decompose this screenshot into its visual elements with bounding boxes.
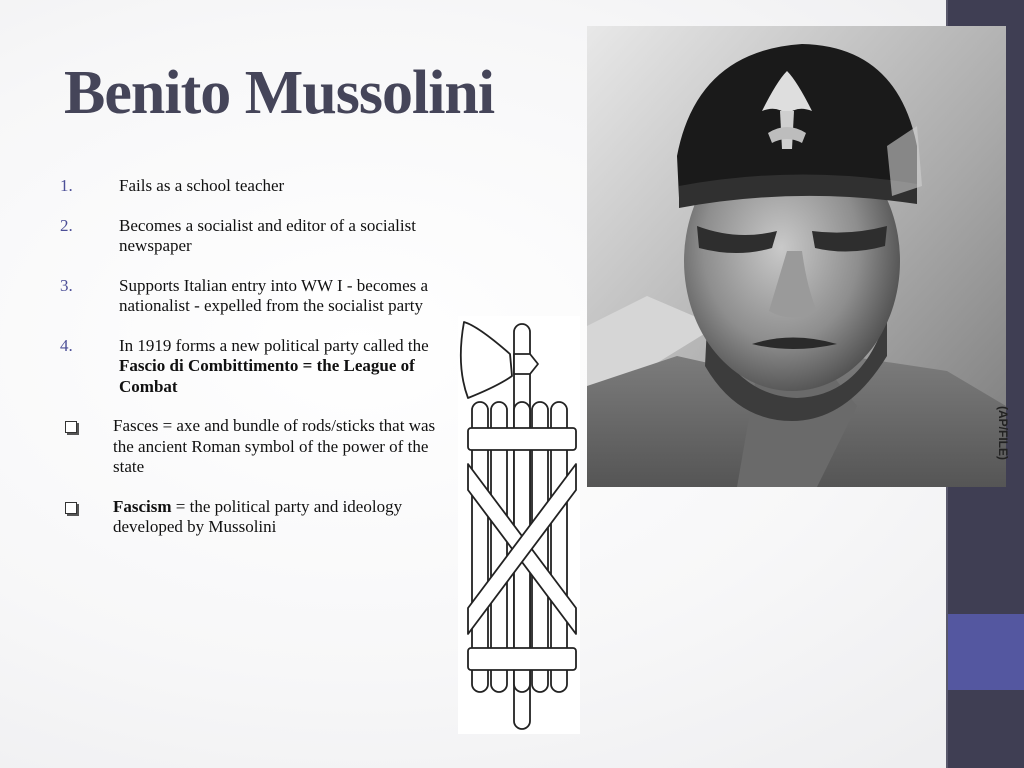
checkbox-bullet-icon bbox=[65, 502, 77, 514]
bullet-plain: Fasces = axe and bundle of rods/sticks that was the ancient Roman symbol of the power of the state bbox=[113, 416, 436, 476]
sidebar-accent-block bbox=[948, 614, 1024, 690]
checkbox-bullet-icon bbox=[65, 421, 77, 433]
bullet-item-fasces bbox=[60, 416, 460, 478]
item-text bbox=[60, 336, 460, 398]
item-number: 1. bbox=[60, 176, 73, 195]
list-item bbox=[60, 216, 460, 257]
item-text-bold: Fascio di Combittimento = the League of Combat bbox=[119, 356, 415, 396]
fasces-illustration bbox=[458, 316, 580, 734]
item-text: Supports Italian entry into WW I - becomes a nationalist - expelled from the socialist party bbox=[119, 275, 429, 315]
bullet-text bbox=[60, 416, 460, 478]
bullet-item-fascism bbox=[60, 497, 460, 538]
slide-body bbox=[60, 176, 460, 557]
photo-credit-text: (AP/FILE) bbox=[996, 406, 1010, 460]
list-item bbox=[60, 176, 460, 197]
bullet-plain: = the political party and ideology developed by Mussolini bbox=[113, 496, 403, 536]
item-text-plain: In 1919 forms a new political party called the bbox=[119, 335, 429, 355]
portrait-illustration bbox=[587, 26, 1010, 487]
list-item bbox=[60, 336, 460, 398]
item-text: Becomes a socialist and editor of a socialist newspaper bbox=[119, 215, 416, 255]
slide-title: Benito Mussolini bbox=[64, 59, 495, 127]
bullet-bold: Fascism bbox=[113, 496, 172, 516]
bullet-text bbox=[60, 497, 460, 538]
mussolini-portrait-photo bbox=[587, 26, 1010, 487]
list-item bbox=[60, 276, 460, 317]
fasces-icon bbox=[458, 316, 580, 734]
item-number: 3. bbox=[60, 275, 73, 295]
item-text: Fails as a school teacher bbox=[119, 176, 285, 195]
item-number: 4. bbox=[60, 335, 73, 355]
item-number: 2. bbox=[60, 215, 73, 235]
